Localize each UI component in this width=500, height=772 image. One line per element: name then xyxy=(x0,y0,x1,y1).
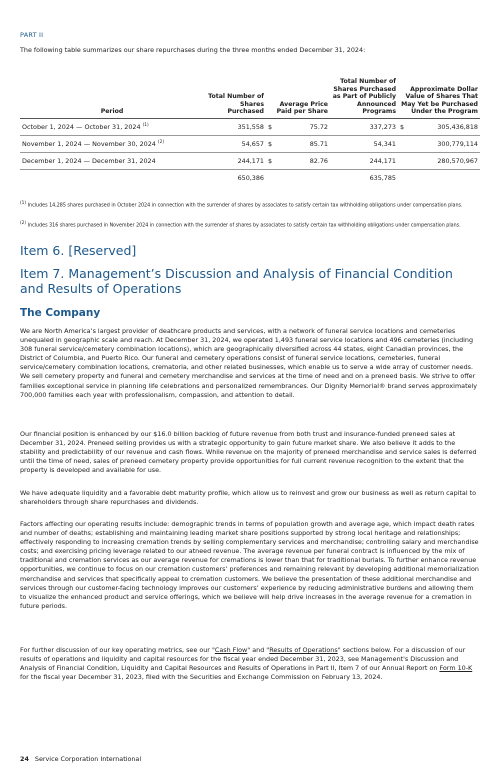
row-program: 244,171 xyxy=(369,156,396,165)
footer-company: Service Corporation International xyxy=(34,755,142,763)
row-period: November 1, 2024 — November 30, 2024 $^{(2)}$ xyxy=(22,139,164,149)
row-price: 85.71 xyxy=(309,139,328,148)
row-price: 75.72 xyxy=(309,122,328,131)
paragraph-operating-factors: Factors affecting our operating results include: demographic trends in terms of population growth and average age, which impact death rates and number of deaths; establishing and maintaining leading market share positions supported by strong local heritage and relationships; effectively responding to increasing cremation trends by selling complementary services and merchandise; controlling salary and merchandise costs; and exercising pricing leverage related to our atneed revenue. The average revenue per funeral contract is influenced by the mix of traditional and cremation services as our average revenue for cremations is lower than that for traditional burials. To further enhance revenue opportunities, we continue to focus on our cremation customers’ preferences and remaining relevant by developing additional memorialization merchandise and services that specifically appeal to cremation customers. We believe the presentation of these additional merchandise and services through our customer-facing technology improves our customers’ experience by reducing administrative burdens and allowing them to visualize the enhanced product and service offerings, which we believe will help drive increases in the average revenue for a cremation in future periods. xyxy=(20,520,479,610)
currency-symbol xyxy=(398,135,410,152)
table-row xyxy=(20,152,480,169)
col-program-shares: Total Number of Shares Purchased as Part of Publicly Announced Programs xyxy=(332,78,396,116)
col-average-price: Average Price Paid per Share xyxy=(276,100,328,116)
row-program: 54,341 xyxy=(373,139,396,148)
row-remaining: 300,779,114 xyxy=(437,139,478,148)
form-10k-link[interactable]: Form 10-K xyxy=(439,664,473,673)
table-total-row xyxy=(20,169,480,186)
currency-symbol: $ xyxy=(268,139,273,148)
col-remaining-value: Approximate Dollar Value of Shares That May Yet be Purchased Under the Program xyxy=(401,85,478,116)
row-shares: 244,171 xyxy=(237,156,264,165)
footnote-2: $^{(2)}$ Includes 316 shares purchased in November 2024 in connection with the surrender of shares by associates to satisfy certain tax withholding obligations under compensation plans. xyxy=(20,221,461,229)
page-footer xyxy=(20,755,141,763)
col-period: Period xyxy=(100,108,124,116)
row-shares: 351,558 xyxy=(237,122,264,131)
paragraph-financial-position: Our financial position is enhanced by our $16.0 billion backlog of future revenue from both trust and insurance-funded preneed sales at December 31, 2024. Preneed selling provides us with a strategic opportunity to gain future market share. We also believe it adds to the stability and predictability of our revenue and cash flows. While revenue on the majority of preneed merchandise and service sales is deferred until the time of need, sales of preneed cemetery property provide opportunities for full current revenue recognition to the extent that the property is developed and available for use. xyxy=(20,430,477,475)
total-program: 635,785 xyxy=(369,173,396,182)
part-label: PART II xyxy=(20,31,44,39)
item6-heading: Item 6. [Reserved] xyxy=(20,243,137,258)
row-shares: 54,657 xyxy=(241,139,264,148)
row-price: 82.76 xyxy=(309,156,328,165)
row-remaining: 280,570,967 xyxy=(437,156,478,165)
row-program: 337,273 xyxy=(369,122,396,131)
row-remaining: 305,436,818 xyxy=(437,122,478,131)
item7-heading: Item 7. Management’s Discussion and Analysis of Financial Condition and Results of Operations xyxy=(20,266,453,296)
currency-symbol: $ xyxy=(268,156,273,165)
page-number: 24 xyxy=(20,755,29,763)
share-repurchase-table xyxy=(20,78,480,186)
currency-symbol: $ xyxy=(268,122,273,131)
row-period: October 1, 2024 — October 31, 2024 $^{(1)}$ xyxy=(22,122,149,132)
currency-symbol xyxy=(398,152,410,169)
paragraph-overview: We are North America’s largest provider of deathcare products and services, with a network of funeral service locations and cemeteries unequaled in geographic scale and reach. At December 31, 2024, we operated 1,493 funeral service locations and 496 cemeteries (including 308 funeral service/cemetery combination locations), which are geographically diversified across 44 states, eight Canadian provinces, the District of Columbia, and Puerto Rico. Our funeral and cemetery operations consist of funeral service locations, cemeteries, funeral service/cemetery combination locations, crematoria, and other related businesses, which enable us to serve a wide array of customer needs. We sell cemetery property and funeral and cemetery merchandise and services at the time of need and on a preneed basis. We strive to offer families exceptional service in planning life celebrations and personalized remembrances. Our Dignity Memorial® brand serves approximately 700,000 families each year with professionalism, compassion, and attention to detail. xyxy=(20,327,478,399)
table-row xyxy=(20,118,480,135)
currency-symbol: $ xyxy=(400,122,405,131)
row-period: December 1, 2024 — December 31, 2024 xyxy=(22,156,156,165)
col-shares-purchased: Total Number of Shares Purchased xyxy=(208,93,264,116)
footnote-1: $^{(1)}$ Includes 14,285 shares purchased in October 2024 in connection with the surrender of shares by associates to satisfy certain tax withholding obligations under compensation plans. xyxy=(20,201,463,209)
paragraph-further-discussion: For further discussion of our key operating metrics, see our "Cash Flow" and "Results of Operations" sections below. For a discussion of our results of operations and liquidity and capital resources for the fiscal year ended December 31, 2023, see Management's Discussion and Analysis of Financial Condition, Liquidity and Capital Resources and Results of Operations in Part II, Item 7 of our Annual Report on Form 10-K for the fiscal year December 31, 2023, filed with the Securities and Exchange Commission on February 13, 2024. xyxy=(20,646,473,682)
table-row xyxy=(20,135,480,152)
total-shares: 650,386 xyxy=(237,173,264,182)
table-header-row xyxy=(20,78,480,118)
table-intro: The following table summarizes our share repurchases during the three months ended December 31, 2024: xyxy=(20,46,366,54)
paragraph-liquidity: We have adequate liquidity and a favorable debt maturity profile, which allow us to reinvest and grow our business as well as return capital to shareholders through share repurchases and dividends. xyxy=(20,489,477,507)
company-heading: The Company xyxy=(20,307,101,319)
cash-flow-link[interactable]: Cash Flow xyxy=(214,646,248,654)
results-of-operations-link[interactable]: Results of Operations xyxy=(269,646,338,654)
